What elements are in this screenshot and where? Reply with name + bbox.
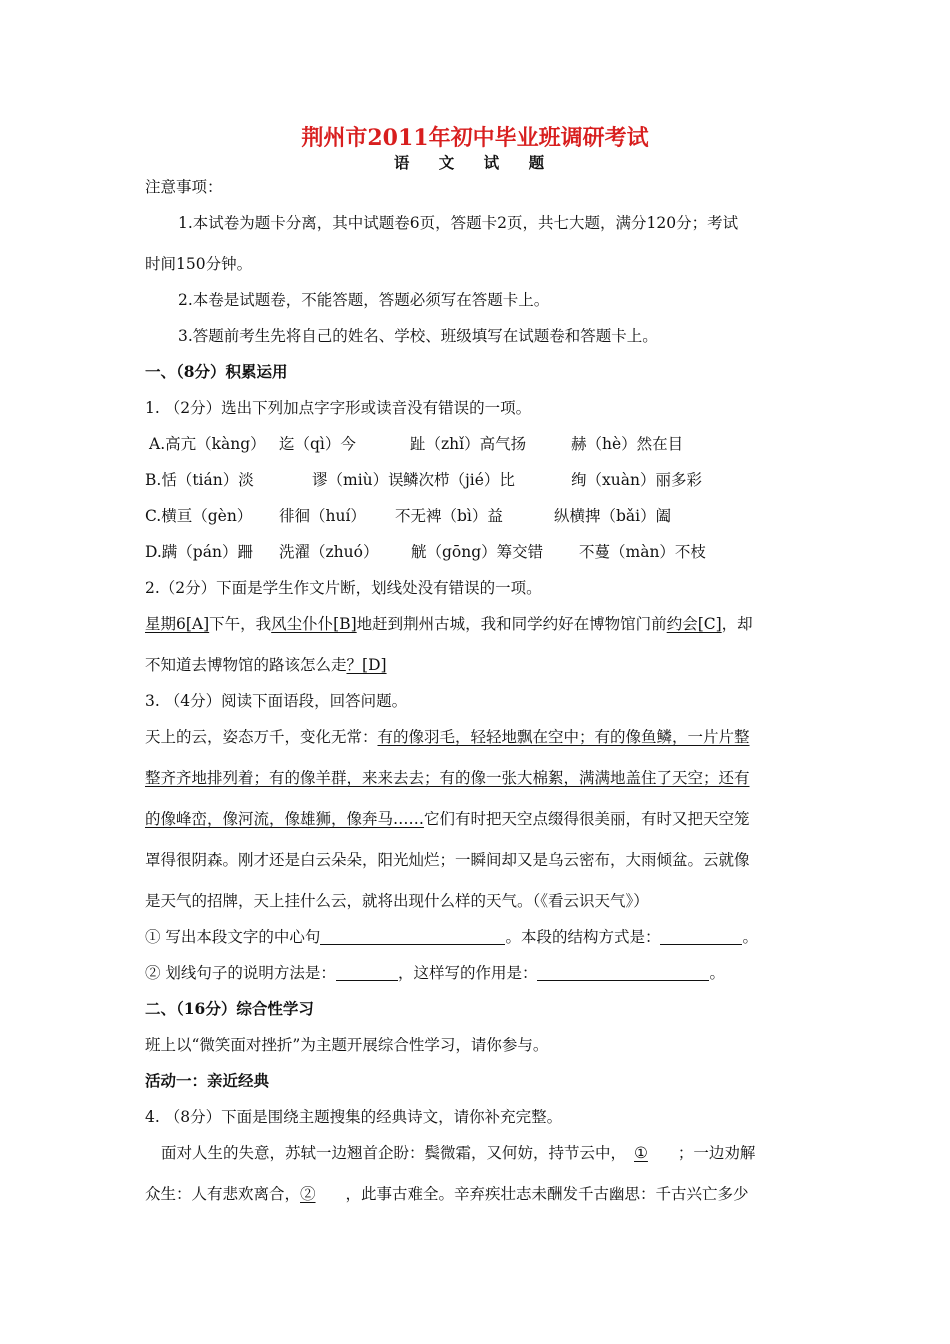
q1-a-4: 赫（hè）然在目: [571, 435, 684, 453]
q3-stem: 3. （4分）阅读下面语段，回答问题。: [145, 692, 408, 710]
answer-blank[interactable]: [336, 964, 398, 981]
answer-blank[interactable]: [320, 928, 505, 945]
q1-d-3: 觥（gōng）筹交错: [411, 543, 544, 561]
q1-b-3: 鳞次栉（jié）比: [403, 471, 515, 489]
notice-item-1-cont: 时间150分钟。: [145, 255, 253, 273]
q2-passage-line-1: 星期6[A]下午，我风尘仆仆[B]地赶到荆州古城，我和同学约好在博物馆门前约会[C]，却: [145, 615, 753, 633]
q1-a-3: 趾（zhǐ）高气扬: [410, 435, 527, 453]
q1-a-2: 迄（qì）今: [279, 435, 356, 453]
section-1-heading: 一、（8分）积累运用: [145, 362, 288, 381]
answer-blank[interactable]: [660, 928, 742, 945]
q3-passage-line-4: 罩得很阴森。刚才还是白云朵朵，阳光灿烂；一瞬间却又是乌云密布，大雨倾盆。云就像: [145, 851, 750, 869]
q4-stem: 4. （8分）下面是围绕主题搜集的经典诗文，请你补充完整。: [145, 1108, 563, 1126]
answer-blank[interactable]: [537, 964, 709, 981]
q1-b-1: B.恬（tián）淡: [145, 471, 254, 489]
q1-a-1: A.高亢（kàng）: [149, 435, 266, 453]
q2-underline-a: 星期6[A]: [145, 615, 210, 633]
q1-c-3: 不无裨（bì）益: [395, 507, 503, 525]
q4-blank-1[interactable]: ①: [634, 1144, 648, 1162]
q2-underline-d: ？[D]: [346, 656, 387, 674]
q1-c-1: C.横亘（gèn）: [145, 507, 253, 525]
section-2-intro: 班上以“微笑面对挫折”为主题开展综合性学习，请你参与。: [145, 1036, 549, 1054]
q1-b-4: 绚（xuàn）丽多彩: [571, 471, 702, 489]
q3-underlined-sentence: 有的像羽毛，轻轻地飘在空中；有的像鱼鳞，一片片整: [377, 728, 750, 746]
q3-passage-line-1: 天上的云，姿态万千，变化无常：有的像羽毛，轻轻地飘在空中；有的像鱼鳞，一片片整: [145, 728, 750, 746]
q1-b-2: 谬（miù）误: [312, 471, 404, 489]
q1-c-2: 徘徊（huí）: [279, 507, 366, 525]
q1-stem: 1. （2分）选出下列加点字字形或读音没有错误的一项。: [145, 399, 532, 417]
section-2-heading: 二、（16分）综合性学习: [145, 999, 314, 1018]
notice-item-1: 1.本试卷为题卡分离，其中试题卷6页，答题卡2页，共七大题，满分120分；考试: [178, 214, 739, 232]
q1-d-1: D.蹒（pán）跚: [145, 543, 253, 561]
notice-heading: 注意事项：: [145, 178, 223, 196]
q4-line-1: 面对人生的失意，苏轼一边翘首企盼：鬓微霜，又何妨，持节云中， ① ；一边劝解: [161, 1144, 756, 1162]
q3-sub-question-1: ① 写出本段文字的中心句 。本段的结构方式是： 。: [145, 928, 758, 946]
notice-item-3: 3.答题前考生先将自己的姓名、学校、班级填写在试题卷和答题卡上。: [178, 327, 658, 345]
q2-underline-c: 约会[C]: [666, 615, 722, 633]
q1-c-4: 纵横捭（bǎi）阖: [554, 507, 672, 525]
q2-underline-b: 风尘仆仆[B]: [271, 615, 357, 633]
q4-line-2: 众生：人有悲欢离合，② ，此事古难全。辛弃疾壮志未酬发千古幽思：千古兴亡多少: [145, 1185, 749, 1203]
exam-subtitle: 语 文 试 题: [393, 153, 557, 172]
notice-item-2: 2.本卷是试题卷，不能答题，答题必须写在答题卡上。: [178, 291, 550, 309]
activity-1-heading: 活动一：亲近经典: [145, 1071, 270, 1090]
q2-stem: 2.（2分）下面是学生作文片断，划线处没有错误的一项。: [145, 579, 542, 597]
q3-sub-question-2: ② 划线句子的说明方法是： ，这样写的作用是： 。: [145, 964, 725, 982]
q2-passage-line-2: 不知道去博物馆的路该怎么走？[D]: [145, 656, 387, 674]
q3-passage-line-3: 的像峰峦，像河流，像雄狮，像奔马……它们有时把天空点缀得很美丽，有时又把天空笼: [145, 810, 750, 828]
q3-passage-line-2: 整齐齐地排列着；有的像羊群，来来去去；有的像一张大棉絮，满满地盖住了天空；还有: [145, 769, 750, 787]
q1-d-2: 洗濯（zhuó）: [279, 543, 379, 561]
q4-blank-2[interactable]: ②: [300, 1185, 316, 1203]
exam-title: 荆州市2011年初中毕业班调研考试: [301, 125, 649, 151]
q3-passage-line-5: 是天气的招牌，天上挂什么云，就将出现什么样的天气。（《看云识天气》）: [145, 892, 649, 910]
q1-d-4: 不蔓（màn）不枝: [579, 543, 706, 561]
